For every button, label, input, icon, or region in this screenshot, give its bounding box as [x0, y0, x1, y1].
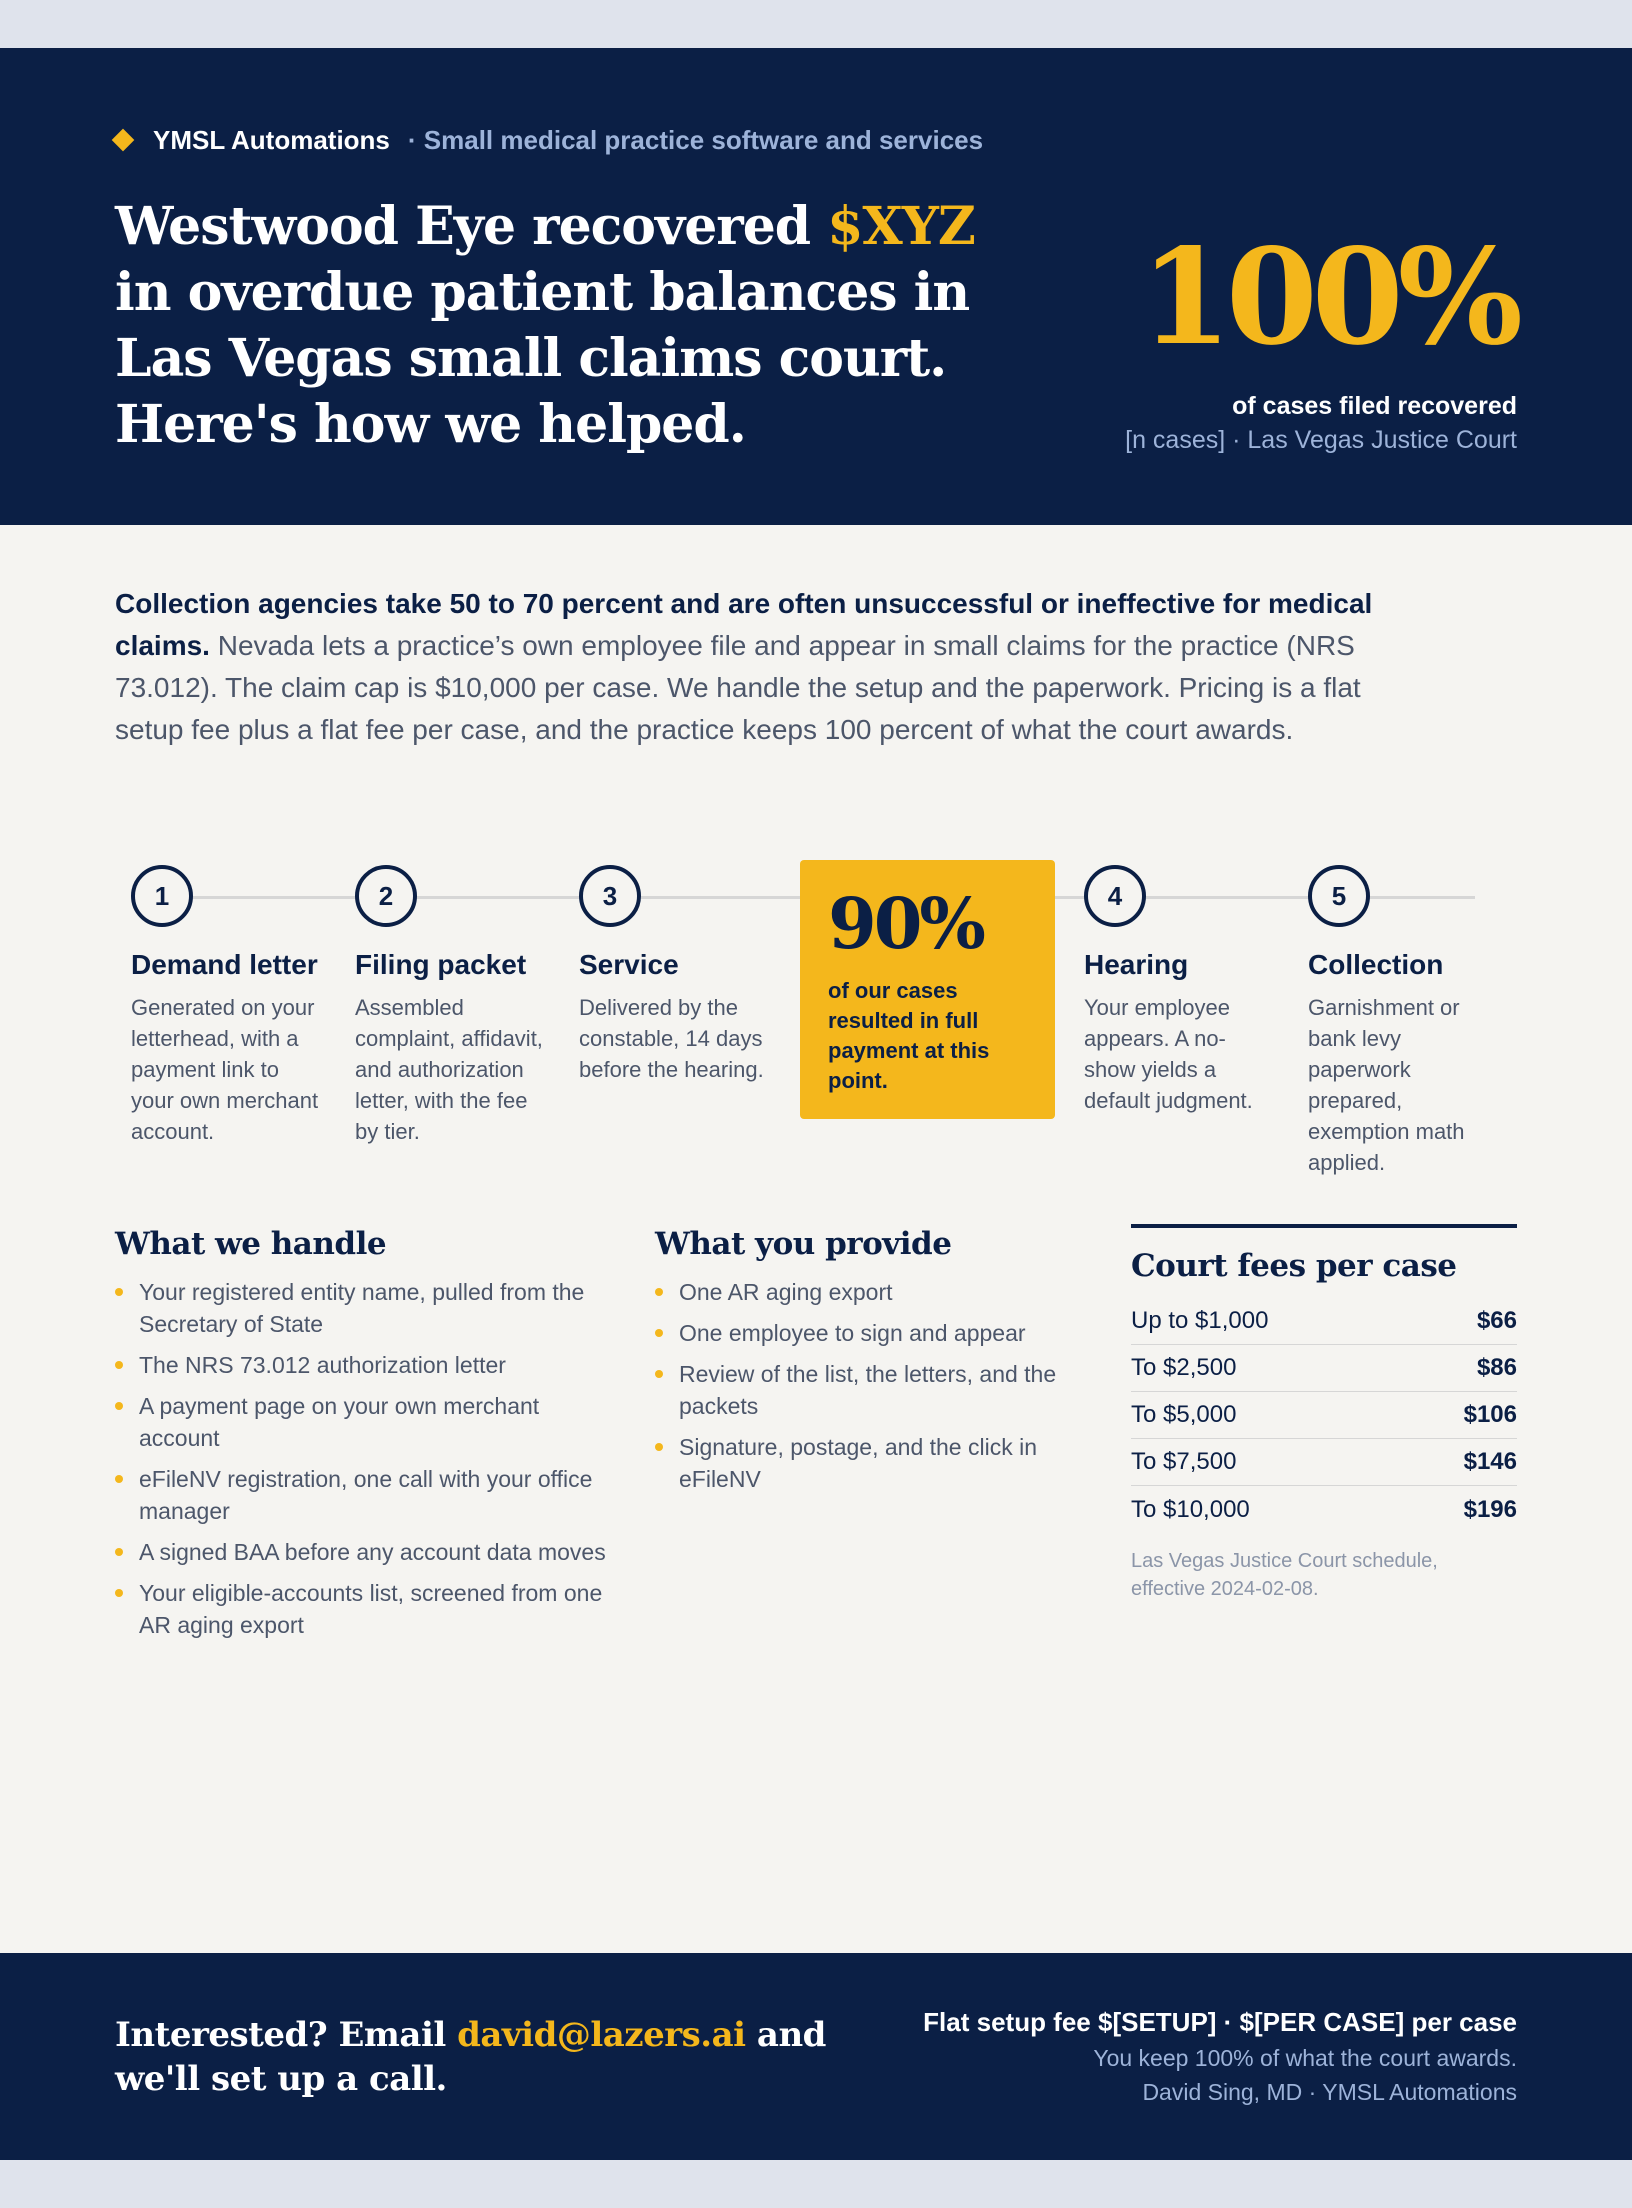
step-number: 1: [131, 865, 193, 927]
brand-tagline: · Small medical practice software and services: [407, 124, 984, 155]
hero-stat-value: 100%: [1140, 220, 1517, 375]
fee-row: [1131, 1439, 1517, 1486]
headline-amount: $XYZ: [827, 196, 975, 257]
list-item: Your registered entity name, pulled from the Secretary of State: [115, 1276, 615, 1340]
fee-row: [1131, 1298, 1517, 1345]
step-number: 4: [1084, 865, 1146, 927]
step-title: Collection: [1308, 949, 1444, 980]
intro-lead: Collection agencies take 50 to 70 percent and are often unsuccessful or ineffective for medical claims.: [115, 588, 1373, 661]
what-you-provide-title: What you provide: [655, 1226, 952, 1262]
list-item: A payment page on your own merchant account: [115, 1390, 615, 1454]
fee-range: To $7,500: [1131, 1448, 1237, 1475]
headline: [115, 194, 975, 458]
step-description: Garnishment or bank levy paperwork prepared, exemption math applied.: [1308, 995, 1465, 1175]
headline-part2: in overdue patient balances in Las Vegas small claims court. Here's how we helped.: [115, 262, 970, 455]
list-item: A signed BAA before any account data moves: [115, 1536, 615, 1568]
brand: [115, 124, 983, 156]
what-you-provide-list: [655, 1276, 1095, 1495]
fee-range: To $2,500: [1131, 1354, 1237, 1381]
footer-pricing: Flat setup fee $[SETUP] · $[PER CASE] per case: [923, 2007, 1517, 2037]
step-title: Hearing: [1084, 949, 1189, 980]
intro-paragraph: [115, 583, 1415, 751]
court-fees-table: [1131, 1224, 1517, 1603]
footer-keep: You keep 100% of what the court awards.: [1093, 2045, 1517, 2071]
step-title: Service: [579, 949, 679, 980]
brand-name: YMSL Automations: [153, 124, 390, 155]
fee-amount: $146: [1463, 1448, 1517, 1475]
callout-box: [800, 860, 1055, 1119]
step-description: Assembled complaint, affidavit, and authorization letter, with the fee by tier.: [355, 995, 543, 1144]
footer: [0, 1953, 1632, 2160]
fee-amount: $86: [1476, 1354, 1517, 1381]
what-we-handle-list: [115, 1276, 615, 1641]
fee-row: [1131, 1392, 1517, 1439]
cta-suffix: and we'll set up a call.: [115, 2015, 826, 2099]
list-item: One employee to sign and appear: [655, 1317, 1095, 1349]
hero-stat-label: of cases filed recovered: [1232, 392, 1517, 420]
cta-prefix: Interested? Email: [115, 2015, 458, 2055]
fee-range: To $10,000: [1131, 1495, 1250, 1523]
process-timeline: [115, 816, 1517, 1196]
fee-amount: $66: [1476, 1307, 1517, 1334]
step-description: Delivered by the constable, 14 days before the hearing.: [579, 995, 764, 1082]
callout-text: of our cases resulted in full payment at this point.: [828, 978, 990, 1093]
fee-amount: $106: [1463, 1401, 1517, 1428]
hero-banner: [0, 48, 1632, 525]
court-fees-note: Las Vegas Justice Court schedule, effective 2024-02-08.: [1131, 1550, 1438, 1600]
callout-value: 90%: [828, 882, 983, 965]
step-title: Demand letter: [131, 949, 318, 980]
fee-range: Up to $1,000: [1131, 1307, 1269, 1334]
list-item: The NRS 73.012 authorization letter: [115, 1349, 615, 1381]
step-title: Filing packet: [355, 949, 527, 980]
step-number: 5: [1308, 865, 1370, 927]
cta-text: [115, 2013, 915, 2101]
hero-stat-sub: [n cases] · Las Vegas Justice Court: [1125, 426, 1517, 454]
what-we-handle-title: What we handle: [115, 1226, 387, 1262]
step-description: Your employee appears. A no-show yields a default judgment.: [1084, 995, 1253, 1113]
list-item: One AR aging export: [655, 1276, 1095, 1308]
fee-amount: $196: [1463, 1495, 1517, 1523]
list-item: Review of the list, the letters, and the packets: [655, 1358, 1095, 1422]
court-fees-title: Court fees per case: [1131, 1248, 1457, 1284]
page: [0, 48, 1632, 2160]
footer-signature: David Sing, MD · YMSL Automations: [1142, 2079, 1517, 2105]
step-number: 2: [355, 865, 417, 927]
step-description: Generated on your letterhead, with a payment link to your own merchant account.: [131, 995, 319, 1144]
intro-body: Nevada lets a practice’s own employee file and appear in small claims for the practice (NRS 73.012). The claim cap is $10,000 per case. We handle the setup and the paperwork. Pricing is a flat setup fee plus a flat fee per case, and the practice keeps 100 percent of what the court awards.: [115, 630, 1361, 745]
fee-range: To $5,000: [1131, 1401, 1237, 1428]
what-we-handle-section: [115, 1222, 615, 1650]
fee-row: [1131, 1486, 1517, 1533]
headline-part1: Westwood Eye recovered: [115, 196, 828, 257]
what-you-provide-section: [655, 1222, 1095, 1504]
list-item: eFileNV registration, one call with your office manager: [115, 1463, 615, 1527]
step-number: 3: [579, 865, 641, 927]
diamond-icon: [112, 129, 135, 152]
list-item: Your eligible-accounts list, screened from one AR aging export: [115, 1577, 615, 1641]
list-item: Signature, postage, and the click in eFileNV: [655, 1431, 1095, 1495]
email-link[interactable]: david@lazers.ai: [457, 2015, 746, 2055]
footer-pricing-block: [923, 2003, 1517, 2109]
fee-row: [1131, 1345, 1517, 1392]
